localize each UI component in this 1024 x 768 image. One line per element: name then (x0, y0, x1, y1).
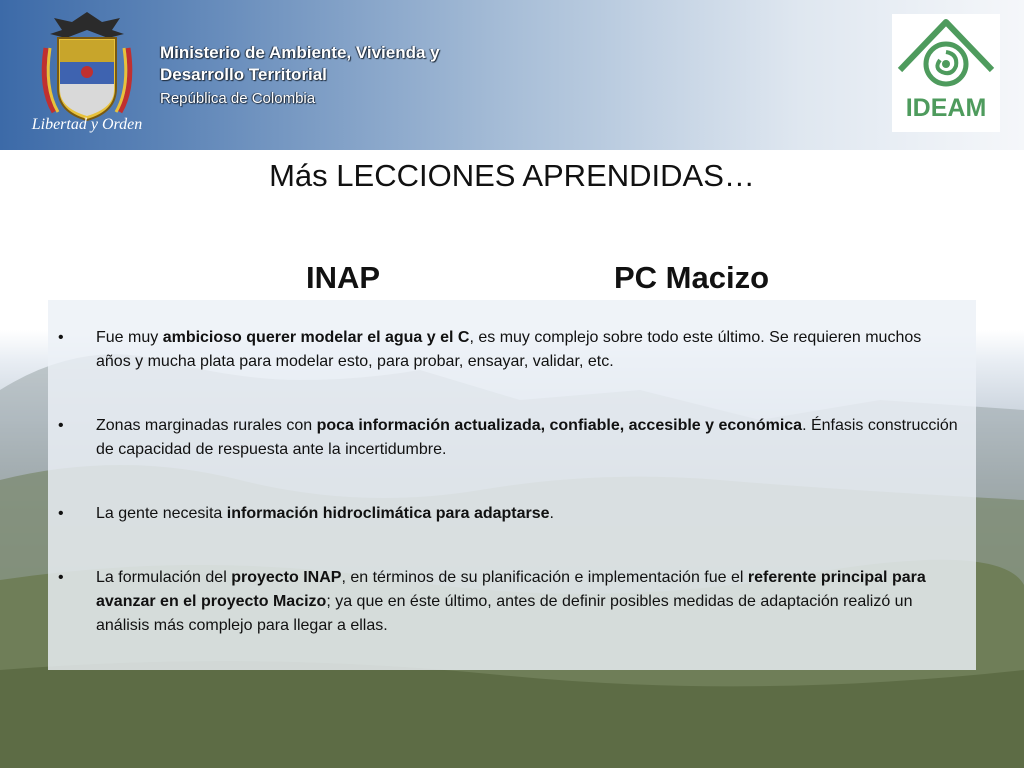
list-item: • La formulación del proyecto INAP, en términos de su planificación e implementación fue el referente principal para avanzar en el proyecto Macizo; ya que en éste último, antes de definir posibles medidas de adaptación realizó un análisis más complejo para llegar a ellas. (58, 566, 958, 638)
column-heading-pc-macizo: PC Macizo (614, 260, 770, 295)
crest-caption: Libertad y Orden (31, 116, 143, 133)
bullet-marker: • (58, 417, 64, 434)
slide-title: Más LECCIONES APRENDIDAS… (269, 158, 755, 193)
list-item: • La gente necesita información hidroclimática para adaptarse. (58, 502, 958, 526)
header-banner (0, 0, 1024, 150)
lessons-list (58, 326, 958, 678)
list-item: • Zonas marginadas rurales con poca información actualizada, confiable, accesible y económica. Énfasis construcción de capacidad de respuesta ante la incertidumbre. (58, 414, 958, 462)
ideam-logo (892, 14, 1000, 132)
bullet-marker: • (58, 329, 64, 346)
country-name: República de Colombia (160, 90, 316, 107)
ministry-name-line-2: Desarrollo Territorial (160, 65, 327, 84)
list-item: • Fue muy ambicioso querer modelar el agua y el C, es muy complejo sobre todo este último. Se requieren muchos años y mucha plata para modelar esto, para probar, ensayar, validar, etc. (58, 326, 958, 374)
ideam-swirl-icon (892, 14, 1000, 94)
column-heading-inap: INAP (306, 260, 381, 295)
ideam-logo-text: IDEAM (905, 94, 987, 122)
ministry-name-line-1: Ministerio de Ambiente, Vivienda y (160, 43, 440, 62)
bullet-marker: • (58, 569, 64, 586)
ministry-name-block (160, 42, 440, 110)
bullet-marker: • (58, 505, 64, 522)
